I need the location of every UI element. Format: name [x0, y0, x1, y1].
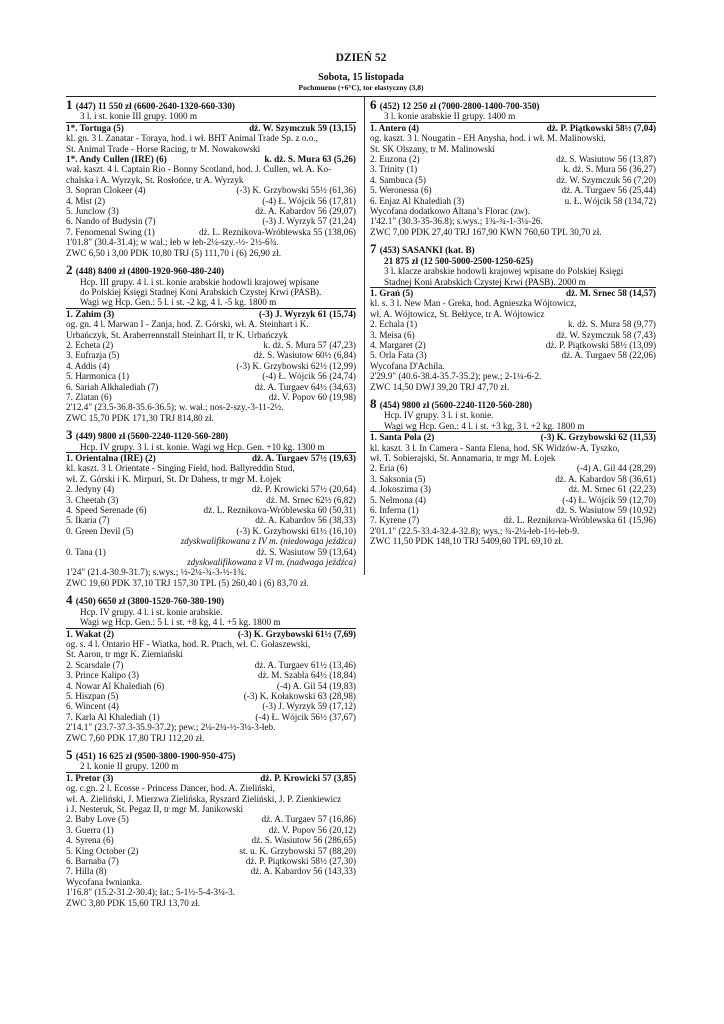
result-row: [66, 392, 356, 402]
race-info: (449) 9800 zł (5600-2240-1120-560-280): [75, 431, 229, 442]
result-row: [66, 526, 356, 536]
result-detail: 1'16.8" (15.2-31.2-30.4); łat.; 5-1½-5-4-3¼-3.: [66, 887, 235, 898]
jockey-weight-odds: dż. L. Reznikova-Wróblewska 61 (15,96): [503, 515, 656, 526]
horse-name: 2. Scarsdale (7): [66, 659, 124, 670]
result-detail: i J. Nesteruk, St. Pegaz II, tr mgr M. Janikowski: [66, 804, 244, 814]
horse-name: 3. Prince Kalipo (3): [66, 670, 139, 681]
result-row: [370, 474, 656, 484]
result-row: [66, 484, 356, 494]
result-row: [66, 681, 356, 691]
jockey-weight-odds: dż. M. Szabla 64½ (18,84): [258, 670, 356, 681]
result-detail: chalska i A. Wyrzyk, St. Rosłońce, tr A. Wyrzyk: [66, 174, 244, 185]
jockey-weight-odds: dż. M. Srnec 58 (14,57): [565, 287, 656, 298]
result-row: [66, 185, 356, 195]
race-block: [370, 395, 656, 547]
horse-name: 2. Echeta (2): [66, 339, 114, 350]
race-number: 2: [66, 262, 76, 278]
result-detail: kl. s. 3 l. New Man - Greka, hod. Agnieszka Wójtowicz,: [370, 298, 577, 309]
result-row: [66, 515, 356, 525]
horse-name: 2. Baby Love (5): [66, 814, 129, 825]
result-detail: og. kaszt. 3 l. Nougatin - EH Anysha, hod. i wł. M. Malinowski,: [370, 133, 606, 144]
horse-name: 7. Hilla (8): [66, 866, 107, 877]
result-row: [66, 371, 356, 381]
horse-name: 1. Antero (4): [370, 122, 420, 133]
horse-name: 1. Zahim (3): [66, 308, 115, 319]
result-row: [66, 123, 356, 133]
jockey-weight-odds: dż. P. Piątkowski 58½ (13,09): [545, 339, 656, 350]
result-row: [66, 196, 356, 206]
horse-name: 4. Jokoszima (3): [370, 484, 431, 495]
horse-name: 1. Grań (5): [370, 287, 414, 298]
jockey-weight-odds: dż. S. Wasiutow 59 (10,92): [556, 505, 656, 516]
result-row: [370, 288, 656, 298]
result-row: [66, 309, 356, 319]
race-info: (448) 8400 zł (4800-1920-960-480-240): [75, 266, 224, 277]
result-row: [370, 196, 656, 206]
result-detail: 2'14.1" (23.7-37.3-35.9-37.2); pew.; 2¼-2¼-½-3¼-3-łeb.: [66, 722, 276, 733]
result-row: [66, 340, 356, 350]
left-column: [66, 97, 356, 915]
result-row: [66, 505, 356, 515]
horse-name: 5. Orla Fata (3): [370, 350, 427, 361]
horse-name: 4. Nowar Al Khalediah (6): [66, 680, 165, 691]
result-row: [370, 330, 656, 340]
race-conditions: 3 l. i st. konie III grupy. 1000 m: [66, 111, 356, 122]
horse-name: 1. Pretor (3): [66, 772, 114, 783]
race-block: [66, 97, 356, 258]
race-header: [66, 97, 356, 112]
race-header: [66, 262, 356, 278]
result-detail: ZWC 15,70 PDK 171,30 TRJ 814,80 zł.: [66, 412, 214, 423]
race-conditions: 3 l. konie arabskie II grupy. 1400 m: [370, 111, 656, 122]
horse-name: 2. Echala (1): [370, 319, 418, 330]
result-detail: 1'42.1" (30.3-35-36.8); s.wys.; 1¾-¾-1-3¼-26.: [370, 216, 543, 227]
horse-name: 3. Eufrazja (5): [66, 350, 120, 361]
horse-name: 6. Wincent (4): [66, 701, 119, 712]
jockey-weight-odds: dż. A. Kabardov 58 (36,61): [555, 473, 656, 484]
jockey-weight-odds: dż. M. Srnec 61 (22,23): [568, 484, 656, 495]
result-row: [370, 154, 656, 164]
result-row: [370, 175, 656, 185]
result-row: [370, 185, 656, 195]
horse-name: 1*. Andy Cullen (IRE) (6): [66, 154, 167, 165]
jockey-weight-odds: (-4) A. Gil 44 (28,29): [576, 463, 656, 474]
jockey-weight-odds: (-3) K. Grzybowski 62½ (12,99): [236, 360, 356, 371]
horse-name: 1. Wakat (2): [66, 628, 115, 639]
horse-name: 3. Trinity (1): [370, 164, 418, 175]
column-divider: [364, 97, 365, 575]
horse-name: 5. Hiszpan (5): [66, 690, 119, 701]
race-header: [370, 395, 656, 411]
result-detail: og. gn. 4 l. Marwan I - Zanja, hod. Z. Górski, wł. A. Steinhart i K.: [66, 319, 309, 330]
horse-name: 4. Syrena (6): [66, 835, 114, 846]
race-conditions: Stadnej Koni Arabskich Czystej Krwi (PASB). 2000 m: [370, 277, 656, 288]
horse-name: 5. King October (2): [66, 845, 139, 856]
horse-name: 6. Sariah Alkhalediah (7): [66, 381, 159, 392]
result-row: [370, 495, 656, 505]
jockey-weight-odds: dż. A. Turgaev 58 (22,06): [561, 350, 656, 361]
horse-name: 4. Sambuca (5): [370, 174, 426, 185]
jockey-weight-odds: dż. A. Turgaev 57½ (19,63): [251, 453, 356, 463]
result-row: [66, 701, 356, 711]
result-row: [370, 350, 656, 360]
jockey-weight-odds: dż. S. Wasiutow 59 (13,64): [256, 546, 356, 557]
result-detail: 1'24" (21.4-30.9-31.7); s.wys.; ½-2¼-¾-3-½-1¾.: [66, 567, 247, 578]
race-info: (452) 12 250 zł (7000-2800-1400-700-350): [379, 101, 540, 111]
race-info: (453) SASANKI (kat. B): [379, 245, 475, 256]
horse-name: 0. Tana (1): [66, 546, 106, 557]
result-row: [66, 835, 356, 845]
race-conditions: Hcp. IV grupy. 3 l. i st. konie.: [384, 410, 494, 421]
result-row: [66, 629, 356, 639]
jockey-weight-odds: dż. P. Piątkowski 58½ (27,30): [245, 856, 356, 867]
horse-name: 5. Ikaria (7): [66, 515, 110, 526]
result-row: [66, 154, 356, 164]
jockey-weight-odds: k. dż. S. Mura 63 (5,26): [264, 154, 356, 165]
race-conditions: 2 l. konie II grupy. 1200 m: [66, 761, 356, 772]
jockey-weight-odds: dż. S. Wasiutow 56 (286,65): [251, 835, 356, 846]
date-subtitle: Sobota, 15 listopada: [318, 72, 404, 83]
horse-name: 3. Cheetah (3): [66, 494, 119, 505]
horse-name: 3. Meisa (6): [370, 329, 415, 340]
result-row: [66, 825, 356, 835]
result-detail: ZWC 7,00 PDK 27,40 TRJ 167,90 KWN 760,60 TPL 30,70 zł.: [370, 226, 602, 237]
horse-name: 3. Saksonia (5): [370, 473, 426, 484]
result-row: [66, 361, 356, 371]
horse-name: 2. Euzona (2): [370, 154, 420, 165]
jockey-weight-odds: dż. A. Turgaev 56 (25,44): [561, 185, 656, 196]
race-block: [66, 592, 356, 743]
race-info: (454) 9800 zł (5600-2240-1120-560-280): [379, 399, 533, 410]
horse-name: 1. Orientalna (IRE) (2): [66, 453, 156, 463]
race-number: 6: [370, 97, 380, 112]
result-detail: ZWC 11,50 PDK 148,10 TRJ 5409,60 TPL 69,10 zł.: [370, 536, 564, 547]
jockey-weight-odds: dż. V. Popov 60 (19,98): [268, 391, 356, 402]
horse-name: 4. Margaret (2): [370, 339, 426, 350]
result-detail: Wycofana Iwnianka.: [66, 876, 142, 887]
jockey-weight-odds: dż. L. Reznikova-Wróblewska 55 (138,06): [198, 226, 356, 237]
jockey-weight-odds: dż. M. Srnec 62½ (6,82): [266, 494, 356, 505]
result-row: [370, 164, 656, 174]
result-row: [370, 432, 656, 442]
result-row: [370, 515, 656, 525]
right-column: [370, 97, 656, 554]
result-detail: Urbańczyk, St. Araberrennstall Steinhart II, tr K. Urbańczyk: [66, 329, 288, 340]
result-detail: kl. kaszt. 3 l. Orientate - Singing Field, hod. Ballyreddin Stud,: [66, 463, 295, 474]
result-row: [66, 866, 356, 876]
result-row: [66, 227, 356, 237]
result-row: [370, 484, 656, 494]
result-row: [370, 505, 656, 515]
race-header: [66, 427, 356, 443]
race-number: 4: [66, 592, 76, 608]
result-detail: 1'01.8" (30.4-31.4); w wal.; łeb w łeb-2¼-szy.-½- 2½-6¾.: [66, 237, 279, 248]
result-detail: ZWC 3,80 PDK 15,60 TRJ 13,70 zł.: [66, 897, 201, 908]
result-row: [66, 453, 356, 463]
jockey-weight-odds: (-4) Ł. Wójcik 56½ (37,67): [255, 711, 356, 722]
result-detail: wł. A. Zieliński, J. Mierzwa Zielińska, Ryszard Zieliński, J. P. Zienkiewicz: [66, 793, 342, 804]
jockey-weight-odds: (-3) K. Grzybowski 61½ (16,10): [236, 525, 356, 536]
jockey-weight-odds: dż. S. Wasiutow 56 (13,87): [556, 154, 656, 165]
result-row: [66, 846, 356, 856]
race-block: [66, 427, 356, 588]
jockey-weight-odds: (-4) Ł. Wójcik 56 (24,74): [262, 371, 356, 382]
result-detail: wł. T. Sobierajski, St. Annamaria, tr mgr M. Łojek: [370, 453, 556, 463]
race-number: 8: [370, 395, 380, 411]
jockey-weight-odds: dż. W. Szymczuk 58 (7,43): [556, 329, 656, 340]
result-row: [66, 691, 356, 701]
jockey-weight-odds: st. u. K. Grzybowski 57 (88,20): [239, 845, 356, 856]
race-conditions: Wagi wg Hcp. Gen.: 4 l. i st. +3 kg, 3 l. +2 kg. 1800 m: [370, 421, 656, 432]
race-prize: 21 875 zł (12 500-5000-2500-1250-625): [384, 255, 534, 266]
result-detail: wł. A. Wójtowicz, St. Bełżyce, tr A. Wójtowicz: [370, 308, 545, 319]
horse-name: 3. Guerra (1): [66, 824, 114, 835]
jockey-weight-odds: dż. A. Turgaev 61½ (13,46): [254, 659, 356, 670]
result-detail: wł. Z. Górski i K. Mirpuri, St. Dr Dahess, tr mgr M. Łojek: [66, 473, 282, 484]
result-row: [66, 712, 356, 722]
result-row: [66, 350, 356, 360]
result-row: [370, 463, 656, 473]
result-detail: og. s. 4 l. Ontario HF - Wiatka, hod. R. Ptach, wł. C. Gołaszewski,: [66, 638, 311, 649]
result-detail: St. Aaron, tr mgr K. Ziemiański: [66, 649, 183, 660]
result-detail: 2'01.1" (22.5-33.4-32.4-32.8); wys.; ¾-2¼-łeb-1½-łeb-9.: [370, 525, 580, 536]
race-info: (450) 6650 zł (3800-1520-760-380-190): [75, 596, 224, 607]
jockey-weight-odds: dż. V. Popov 56 (20,12): [268, 824, 356, 835]
horse-name: 4. Addis (4): [66, 360, 110, 371]
result-detail: Wycofana D'Achila.: [370, 360, 445, 371]
result-detail: kl. gn. 3 l. Zanatar - Toraya, hod. i wł. BHT Animal Trade Sp. z o.o.,: [66, 133, 318, 144]
jockey-weight-odds: (-3) K. Grzybowski 55½ (61,36): [236, 185, 356, 196]
horse-name: 6. Enjaz Al Khalediah (3): [370, 195, 465, 206]
race-conditions: Hcp. IV grupy. 4 l. i st. konie arabskie.: [80, 606, 223, 617]
result-detail: 2'29.9" (40.6-38.4-35.7-35.2); pew.; 2-1¼-6-2.: [370, 371, 542, 382]
horse-name: 2. Eria (6): [370, 463, 408, 474]
horse-name: 1*. Tortuga (5): [66, 122, 124, 133]
result-row: [370, 123, 656, 133]
race-block: [370, 241, 656, 392]
jockey-weight-odds: dż. P. Krowicki 57½ (20,64): [251, 484, 356, 495]
horse-name: 5. Weronessa (6): [370, 185, 432, 196]
race-header: [66, 592, 356, 608]
race-conditions: 3 l. klacze arabskie hodowli krajowej wpisane do Polskiej Księgi: [384, 266, 624, 277]
jockey-weight-odds: k. dż. S. Mura 58 (9,77): [567, 319, 656, 330]
horse-name: 3. Sopran Clokeer (4): [66, 185, 146, 196]
result-detail: ZWC 7,60 PDK 17,80 TRJ 112,20 zł.: [66, 732, 205, 743]
horse-name: 4. Mist (2): [66, 195, 106, 206]
horse-name: 6. Barnaba (7): [66, 856, 119, 867]
result-row: [66, 660, 356, 670]
result-detail: kl. kaszt. 3 l. In Camera - Santa Elena, hod. SK Widzów-A. Tyszko,: [370, 442, 620, 453]
horse-name: 0. Green Devil (5): [66, 525, 134, 536]
disqualification-note: zdyskwalifikowana z VI m. (nadwaga jeźdźca): [187, 557, 356, 568]
race-conditions: Wagi wg Hcp. Gen.: 5 l. i st. +8 kg, 4 l. +5 kg. 1800 m: [66, 617, 356, 628]
horse-name: 6. Inferna (1): [370, 505, 419, 516]
result-detail: St. SK Olszany, tr M. Malinowski: [370, 143, 495, 154]
jockey-weight-odds: (-4) Ł. Wójcik 59 (12,70): [562, 494, 656, 505]
jockey-weight-odds: dż. L. Reznikova-Wróblewska 60 (50,31): [203, 505, 356, 516]
race-block: [370, 97, 656, 237]
result-row: [66, 856, 356, 866]
jockey-weight-odds: (-3) K. Grzybowski 62 (11,53): [540, 432, 656, 443]
result-detail: og. c.gn. 2 l. Ecosse - Princess Dancer, hod. A. Zieliński,: [66, 783, 275, 794]
jockey-weight-odds: dż. A. Kabardov 56 (38,33): [255, 515, 356, 526]
result-detail: ZWC 14,50 DWJ 39,20 TRJ 47,70 zł.: [370, 381, 510, 392]
result-row: [370, 319, 656, 329]
result-detail: St. Animal Trade - Horse Racing, tr M. Nowakowski: [66, 143, 261, 154]
race-header: [66, 746, 356, 762]
result-detail: Wycofana dodatkowo Altana’s Florac (zw).: [370, 206, 530, 217]
horse-name: 7. Zlatan (6): [66, 391, 112, 402]
race-info: (447) 11 550 zł (6600-2640-1320-660-330): [75, 101, 235, 111]
jockey-weight-odds: dż. A. Kabardov 56 (143,33): [250, 866, 356, 877]
result-row: [66, 670, 356, 680]
race-conditions: Wagi wg Hcp. Gen.: 5 l. i st. -2 kg, 4 l. -5 kg. 1800 m: [66, 297, 356, 308]
jockey-weight-odds: dż. A. Turgaev 64½ (34,63): [254, 381, 356, 392]
result-detail: 2'12.4" (23.5-36.8-35.6-36.5); w. wał.; nos-2-szy.-3-11-2½.: [66, 402, 284, 413]
jockey-weight-odds: dż. A. Kabardov 56 (29,07): [255, 206, 356, 217]
day-title: DZIEŃ 52: [335, 52, 387, 64]
race-conditions: Hcp. IV grupy. 3 l. i st. konie. Wagi wg Hcp. Gen. +10 kg. 1300 m: [66, 442, 356, 453]
jockey-weight-odds: dż. P. Piątkowski 58½ (7,04): [546, 122, 656, 133]
weather-line: Pochmurno (+6°C), tor elastyczny (3,8): [298, 83, 424, 92]
jockey-weight-odds: dż. P. Krowicki 57 (3,85): [260, 772, 356, 783]
race-conditions: Hcp. III grupy. 4 l. i st. konie arabskie hodowli krajowej wpisane: [80, 276, 319, 287]
result-row: [66, 216, 356, 226]
jockey-weight-odds: k. dż. S. Mura 56 (36,27): [563, 164, 656, 175]
race-header: [370, 97, 656, 112]
jockey-weight-odds: (-3) J. Wyrzyk 57 (21,24): [262, 216, 356, 227]
result-detail: ZWC 19,60 PDK 37,10 TRJ 157,30 TPL (5) 260,40 i (6) 83,70 zł.: [66, 577, 309, 588]
jockey-weight-odds: (-3) K. Grzybowski 61½ (7,69): [237, 628, 356, 639]
jockey-weight-odds: (-3) J. Wyrzyk 59 (17,12): [262, 701, 356, 712]
jockey-weight-odds: dż. S. Wasiutow 60½ (6,84): [253, 350, 356, 361]
result-detail: wał. kaszt. 4 l. Captain Rio - Bonny Scotland, hod. J. Cullen, wł. A. Ko-: [66, 164, 332, 175]
result-row: [370, 340, 656, 350]
jockey-weight-odds: u. Ł. Wójcik 58 (134,72): [564, 195, 656, 206]
horse-name: 4. Speed Serenade (6): [66, 505, 147, 516]
horse-name: 1. Santa Pola (2): [370, 432, 435, 443]
race-header: [370, 241, 656, 257]
jockey-weight-odds: (-4) Ł. Wójcik 56 (17,81): [262, 195, 356, 206]
jockey-weight-odds: dż. A. Turgaev 57 (16,86): [261, 814, 356, 825]
race-number: 5: [66, 746, 76, 762]
result-row: [66, 495, 356, 505]
race-block: [66, 746, 356, 908]
jockey-weight-odds: k. dż. S. Mura 57 (47,23): [263, 339, 356, 350]
horse-name: 5. Junclow (3): [66, 206, 119, 217]
race-number: 1: [66, 97, 76, 112]
jockey-weight-odds: (-3) K. Kołakowski 63 (28,98): [243, 690, 356, 701]
race-conditions: do Polskiej Księgi Stadnej Koni Arabskich Czystej Krwi (PASB).: [80, 286, 322, 297]
jockey-weight-odds: dż. W. Szymczuk 56 (7,20): [556, 174, 656, 185]
result-row: [66, 773, 356, 783]
horse-name: 5. Harmonica (1): [66, 371, 130, 382]
horse-name: 7. Kyrene (7): [370, 515, 420, 526]
race-number: 3: [66, 427, 76, 443]
horse-name: 6. Nando of Budysin (7): [66, 216, 156, 227]
horse-name: 5. Nelmona (4): [370, 494, 426, 505]
race-block: [66, 262, 356, 423]
result-row: [66, 814, 356, 824]
jockey-weight-odds: (-4) A. Gil 54 (19,83): [276, 680, 356, 691]
horse-name: 7. Fenomenal Swing (1): [66, 226, 155, 237]
jockey-weight-odds: dż. W. Szymczuk 59 (13,15): [249, 122, 356, 133]
result-row: [66, 547, 356, 557]
result-detail: ZWC 6,50 i 3,00 PDK 10,80 TRJ (5) 111,70 i (6) 26,90 zł.: [66, 247, 282, 258]
result-row: [66, 382, 356, 392]
horse-name: 2. Jedyny (4): [66, 484, 115, 495]
result-row: [66, 206, 356, 216]
race-number: 7: [370, 241, 380, 257]
jockey-weight-odds: (-3) J. Wyrzyk 61 (15,74): [259, 308, 356, 319]
header-divider: [66, 96, 656, 97]
race-info: (451) 16 625 zł (9500-3800-1900-950-475): [75, 750, 236, 761]
disqualification-note: zdyskwalifikowana z IV m. (niedowaga jeźdźca): [180, 536, 356, 547]
horse-name: 7. Karla Al Khalediah (1): [66, 711, 160, 722]
